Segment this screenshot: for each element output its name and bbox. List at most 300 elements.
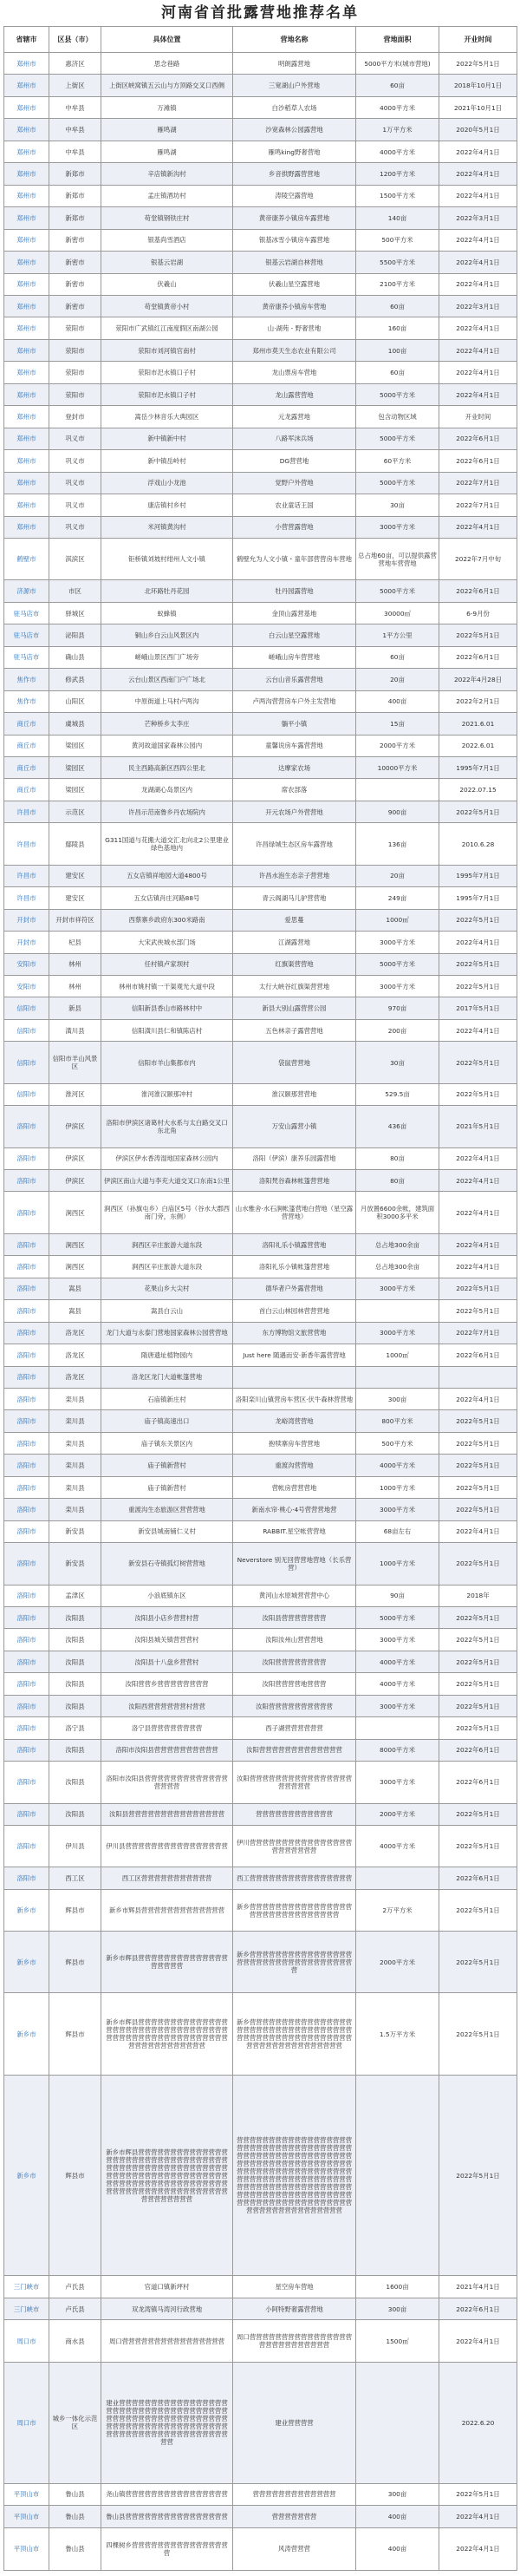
cell-city: 郑州市	[4, 163, 49, 185]
cell-city: 郑州市	[4, 494, 49, 516]
cell-campsite-name: 汝阳营营营营营营营营营营营营营	[233, 1739, 356, 1761]
cell-city: 洛阳市	[4, 1300, 49, 1322]
cell-county: 荥阳市	[49, 383, 101, 405]
table-row	[4, 185, 517, 206]
cell-county: 洛龙区	[49, 1322, 101, 1344]
cell-campsite-name: 新乡营营营营营营营营营营营营营营营营营营营营营营营营营营营营营营营营营营营	[233, 1932, 356, 1993]
cell-area: 5000平方米	[356, 580, 439, 602]
cell-location: 花果山乡大尖村	[101, 1278, 233, 1299]
cell-county: 汝阳县	[49, 1629, 101, 1651]
cell-campsite-name: 八路军沫兵场	[233, 428, 356, 449]
cell-open-date: 2022年7月1日	[439, 472, 517, 494]
cell-area: 136亩	[356, 823, 439, 865]
cell-open-date: 2022年4月1日	[439, 362, 517, 383]
table-row	[4, 383, 517, 405]
cell-location: 信阳市羊山集都市内	[101, 1042, 233, 1083]
cell-location: 苟堂镇黄帝小村	[101, 295, 233, 317]
cell-open-date: 2022年4月1日	[439, 163, 517, 185]
cell-county: 辉县市	[49, 2075, 101, 2276]
cell-open-date: 2022年5月1日	[439, 1410, 517, 1432]
table-row	[4, 1388, 517, 1409]
cell-area: 5000平方米	[356, 428, 439, 449]
cell-area: 20亩	[356, 865, 439, 886]
cell-open-date: 2022年6月1日	[439, 2298, 517, 2319]
cell-area: 1500㎡	[356, 2320, 439, 2362]
cell-area: 100亩	[356, 339, 439, 361]
cell-area: 60亩	[356, 646, 439, 668]
table-row	[4, 1993, 517, 2075]
cell-county: 嵩县	[49, 1278, 101, 1299]
cell-county: 新郑市	[49, 163, 101, 185]
cell-city: 信阳市	[4, 1019, 49, 1041]
cell-location: G311国道与花搬大道交汇北向北2公里建业绿色基地内	[101, 823, 233, 865]
cell-city: 鹤壁市	[4, 538, 49, 579]
cell-city: 三门峡市	[4, 2298, 49, 2319]
cell-county: 城乡一体化示范区	[49, 2362, 101, 2483]
cell-city: 信阳市	[4, 1083, 49, 1105]
cell-campsite-name: 重渡沟营营地	[233, 1455, 356, 1476]
cell-area: 5500平方米	[356, 252, 439, 273]
cell-area: 5000平方米	[356, 383, 439, 405]
table-row	[4, 1019, 517, 1041]
table-row	[4, 406, 517, 428]
cell-area: 3000平方米	[356, 516, 439, 538]
cell-location: 洛阳市汝阳县营营营营营营营营营营	[101, 1739, 233, 1761]
cell-location: 庙子镇东关景区内	[101, 1432, 233, 1454]
cell-area: 1平方公里	[356, 624, 439, 646]
table-row	[4, 2362, 517, 2483]
table-row	[4, 1042, 517, 1083]
table-row	[4, 735, 517, 756]
cell-county: 伊川县	[49, 1825, 101, 1867]
cell-county: 新县	[49, 997, 101, 1019]
cell-city: 郑州市	[4, 119, 49, 141]
cell-campsite-name: 席农部落	[233, 779, 356, 801]
table-row	[4, 494, 517, 516]
cell-open-date: 2022年4月1日	[439, 317, 517, 339]
cell-city: 郑州市	[4, 406, 49, 428]
cell-open-date	[439, 1366, 517, 1388]
cell-city: 洛阳市	[4, 1388, 49, 1409]
cell-location: 新安县城南铺仁义村	[101, 1520, 233, 1542]
table-row	[4, 75, 517, 96]
table-row	[4, 1410, 517, 1432]
cell-location: 新安县石寺镇孤灯树营营地	[101, 1543, 233, 1585]
cell-city: 郑州市	[4, 75, 49, 96]
cell-campsite-name: 抱犊寨房车营营地	[233, 1432, 356, 1454]
table-row	[4, 1629, 517, 1651]
cell-open-date: 2022年5月1日	[439, 1695, 517, 1716]
table-row	[4, 1432, 517, 1454]
cell-campsite-name: 德华者户外露营营地	[233, 1278, 356, 1299]
cell-campsite-name: 龙山票房车营地	[233, 362, 356, 383]
cell-campsite-name	[233, 1366, 356, 1388]
cell-campsite-name: 新乡营营营营营营营营营营营营营营营营营营营营营营营营营营营营营营营营营营营营营营营营营营营营营营营营营营营营营营营营营营营营营营营营营营营	[233, 1993, 356, 2075]
cell-area: 970亩	[356, 997, 439, 1019]
cell-location: 信阳新县香山市路林村中	[101, 997, 233, 1019]
cell-campsite-name: 黄河山水原城营营营中心	[233, 1585, 356, 1606]
cell-campsite-name: 营营营营营营营营营营营营营营营营营营营营营营营营营营营营营营营营营营营营营营营营营营营营营营营营营营营营营营营营营营营营营营营营营营营营营营营营营营营营营营营营营营营营营营营营营营营营营营营营营营营营营营营营营营营营营营营营营营营营营营营营营营营营营营营营营营营营营营营营营营营营营营营营营营营营营营营营营营营营营营营营营营营营营营营营营营营营营营营营营	[233, 2075, 356, 2276]
table-row	[4, 1106, 517, 1147]
cell-area: 400亩	[356, 2506, 439, 2527]
cell-county: 汝阳县	[49, 1762, 101, 1803]
cell-area: 3000平方米	[356, 1762, 439, 1803]
cell-county: 涧西区	[49, 1192, 101, 1233]
cell-area: 140亩	[356, 207, 439, 229]
cell-location: 汝阳西营营营营营营村营营	[101, 1695, 233, 1716]
cell-open-date: 2022年5月1日	[439, 1300, 517, 1322]
cell-location: 荥阳市汜水镇口子村	[101, 362, 233, 383]
table-row	[4, 163, 517, 185]
table-row	[4, 779, 517, 801]
cell-open-date: 2022年4月1日	[439, 516, 517, 538]
cell-city: 新乡市	[4, 1889, 49, 1931]
cell-county: 孟津区	[49, 1585, 101, 1606]
table-row	[4, 932, 517, 953]
table-row	[4, 1717, 517, 1739]
cell-county: 鲁山县	[49, 2527, 101, 2570]
cell-area: 1万平方米	[356, 119, 439, 141]
table-row	[4, 1695, 517, 1716]
cell-campsite-name: Just here 随遇而安·新香年露营营地	[233, 1344, 356, 1366]
cell-area: 1000㎡	[356, 909, 439, 931]
cell-area	[356, 2075, 439, 2276]
table-row	[4, 1233, 517, 1255]
cell-area: 60平方米	[356, 450, 439, 472]
table-row	[4, 339, 517, 361]
cell-area: 500平方米	[356, 1432, 439, 1454]
cell-city: 新乡市	[4, 2075, 49, 2276]
table-row	[4, 1169, 517, 1191]
cell-area: 4000平方米	[356, 1673, 439, 1695]
cell-county: 新密市	[49, 229, 101, 251]
cell-area: 总占地300余亩	[356, 1233, 439, 1255]
cell-open-date: 2021年4月1日	[439, 2276, 517, 2298]
table-row	[4, 1889, 517, 1931]
table-row	[4, 1192, 517, 1233]
cell-area: 3000平方米	[356, 1629, 439, 1651]
cell-campsite-name: Neverstore 别无回营营地营地（长乐营营）	[233, 1543, 356, 1585]
cell-city: 许昌市	[4, 865, 49, 886]
table-row	[4, 1322, 517, 1344]
cell-city: 商丘市	[4, 779, 49, 801]
cell-location: 周口营营营营营营营营营营营营营营营营	[101, 2320, 233, 2362]
cell-county: 卢氏县	[49, 2276, 101, 2298]
cell-county: 建安区	[49, 865, 101, 886]
cell-county: 中牟县	[49, 96, 101, 118]
cell-city: 开封市	[4, 909, 49, 931]
cell-open-date: 2022年5月1日	[439, 1455, 517, 1476]
cell-area: 20亩	[356, 669, 439, 690]
cell-city: 洛阳市	[4, 1520, 49, 1542]
cell-location: 新乡市辉县营营营营营营营营营营营营营营营营营营营营营营营营营营营营营营营营营营营营营营营营营营营营营营营营营营营营营营营营营营营营营营营营营营营营营营营营营营营营营营营营营营营营营营营营营营营营营营营营营营营营营营营营营营营营营营营营营营营营营	[101, 2075, 233, 2276]
cell-campsite-name: 洛阳梵谷森林帐篷营营地	[233, 1169, 356, 1191]
table-row	[4, 96, 517, 118]
cell-city: 洛阳市	[4, 1366, 49, 1388]
cell-county: 杞县	[49, 932, 101, 953]
cell-city: 郑州市	[4, 273, 49, 295]
cell-open-date: 2022年3月1日	[439, 295, 517, 317]
cell-campsite-name: 农业童话王国	[233, 494, 356, 516]
table-row	[4, 801, 517, 822]
cell-county: 荥阳市	[49, 362, 101, 383]
cell-city: 洛阳市	[4, 1455, 49, 1476]
cell-campsite-name: 白云山星空露营地	[233, 624, 356, 646]
cell-county: 伊滨区	[49, 1169, 101, 1191]
cell-area: 10000平方米	[356, 756, 439, 778]
cell-area: 1000㎡	[356, 1344, 439, 1366]
cell-campsite-name: 万安山露营小镇	[233, 1106, 356, 1147]
cell-location: 浮戏山小龙池	[101, 472, 233, 494]
cell-county: 开封市祥符区	[49, 909, 101, 931]
cell-location: 淮河淮汉颐那冲村	[101, 1083, 233, 1105]
cell-area: 1600亩	[356, 2276, 439, 2298]
cell-open-date: 2022年5月1日	[439, 1543, 517, 1585]
cell-area: 3000平方米	[356, 932, 439, 953]
cell-open-date: 1995年7月1日	[439, 756, 517, 778]
cell-campsite-name: 三宽湖山户外营地	[233, 75, 356, 96]
cell-county: 汝阳县	[49, 1803, 101, 1825]
cell-county: 梁园区	[49, 779, 101, 801]
cell-open-date: 2022年4月1日	[439, 252, 517, 273]
cell-city: 商丘市	[4, 713, 49, 735]
cell-open-date: 2020年5月1日	[439, 119, 517, 141]
cell-county: 巩义市	[49, 494, 101, 516]
cell-location: 荥阳市汜水镇口子村	[101, 383, 233, 405]
cell-location: 新乡市辉县营营营营营营营营营营营营营营营营营营营营营营营营营营营营营营营营营营营营营营营营营营营营营营营营营营营营营营营营营营营营营营营营	[101, 1993, 233, 2075]
cell-campsite-name: 小阿特野奢露营营地	[233, 2298, 356, 2319]
cell-area: 5000平方米(城市营地)	[356, 53, 439, 75]
cell-campsite-name: 郑州市莫天生态农业有限公司	[233, 339, 356, 361]
cell-city: 郑州市	[4, 295, 49, 317]
cell-county: 新密市	[49, 273, 101, 295]
cell-open-date: 1995年7月1日	[439, 887, 517, 909]
cell-location: 嵩岳少林音乐大典园区	[101, 406, 233, 428]
cell-area: 529.5亩	[356, 1083, 439, 1105]
cell-county: 鲁山县	[49, 2483, 101, 2505]
cell-location: 荥阳市广武镇红江南度假区南湖公园	[101, 317, 233, 339]
cell-campsite-name: 许昌绿城生态区房车露营地	[233, 823, 356, 865]
cell-open-date: 2022年5月1日	[439, 1651, 517, 1672]
cell-area: 68亩左右	[356, 1520, 439, 1542]
cell-campsite-name: 新南水帘·桃心·4号营营营地营	[233, 1499, 356, 1520]
table-row	[4, 229, 517, 251]
cell-area: 3000平方米	[356, 1695, 439, 1716]
cell-location: 思念巷路	[101, 53, 233, 75]
cell-location: 四棵树乡营营营营营营营营营营营营营营营营	[101, 2527, 233, 2570]
cell-county: 中牟县	[49, 141, 101, 162]
cell-city: 洛阳市	[4, 1762, 49, 1803]
cell-area: 3000平方米	[356, 975, 439, 997]
cell-county: 泌阳县	[49, 624, 101, 646]
cell-area: 249亩	[356, 887, 439, 909]
cell-city: 洛阳市	[4, 1344, 49, 1366]
cell-city: 郑州市	[4, 53, 49, 75]
cell-city: 洛阳市	[4, 1803, 49, 1825]
cell-area: 300亩	[356, 2483, 439, 2505]
cell-county: 示范区	[49, 801, 101, 822]
cell-county: 辉县市	[49, 1889, 101, 1931]
header-city: 省辖市	[4, 27, 49, 53]
cell-location: 许昌示范南鲁乡丹农场院内	[101, 801, 233, 822]
cell-county: 上街区	[49, 75, 101, 96]
cell-location: 涧西区辛庄旅游大道东段	[101, 1233, 233, 1255]
cell-open-date: 2022年5月1日	[439, 1993, 517, 2075]
cell-location: 民主西路高新区西四公里北	[101, 756, 233, 778]
cell-location: 钜桥镇刘坡村绀州人文小镇	[101, 538, 233, 579]
cell-open-date: 2022年4月1日	[439, 1520, 517, 1542]
cell-city: 洛阳市	[4, 1192, 49, 1233]
cell-city: 郑州市	[4, 516, 49, 538]
cell-city: 洛阳市	[4, 1432, 49, 1454]
cell-campsite-name: 西工营营营营营营营营营营营营营营营营	[233, 1867, 356, 1889]
cell-open-date: 2022年7月1日	[439, 1322, 517, 1344]
table-row	[4, 646, 517, 668]
cell-city: 郑州市	[4, 450, 49, 472]
cell-city: 洛阳市	[4, 1106, 49, 1147]
cell-county: 汝阳县	[49, 1651, 101, 1672]
cell-city: 郑州市	[4, 185, 49, 206]
cell-city: 信阳市	[4, 1042, 49, 1083]
cell-area: 60亩	[356, 362, 439, 383]
cell-county: 栾川县	[49, 1388, 101, 1409]
cell-location: 云台山景区西南门户广场北	[101, 669, 233, 690]
cell-open-date: 2022年5月1日	[439, 1717, 517, 1739]
cell-county: 辉县市	[49, 1993, 101, 2075]
cell-county: 涧西区	[49, 1256, 101, 1278]
cell-county: 登封市	[49, 406, 101, 428]
cell-city: 洛阳市	[4, 1278, 49, 1299]
cell-location: 汝阳县城关镇营营营村	[101, 1629, 233, 1651]
table-row	[4, 1499, 517, 1520]
table-row	[4, 317, 517, 339]
cell-city: 洛阳市	[4, 1717, 49, 1739]
table-row	[4, 865, 517, 886]
cell-location: 庙子镇高速出口	[101, 1410, 233, 1432]
cell-location: 银基尚雪酒店	[101, 229, 233, 251]
cell-open-date: 2022年5月1日	[439, 1499, 517, 1520]
cell-open-date: 2022年4月1日	[439, 1256, 517, 1278]
cell-city: 驻马店市	[4, 602, 49, 624]
cell-campsite-name: 开元农场户外营营地	[233, 801, 356, 822]
cell-city: 洛阳市	[4, 1476, 49, 1498]
document-title: 河南省首批露营地推荐名单	[161, 4, 359, 22]
cell-area: 60亩	[356, 295, 439, 317]
cell-open-date: 2022年4月28日	[439, 669, 517, 690]
cell-county: 伊滨区	[49, 1147, 101, 1169]
cell-campsite-name: 营营营营营营营营营营营营营	[233, 2483, 356, 2505]
cell-campsite-name: 汝阳汝州山营营营地	[233, 1629, 356, 1651]
cell-county: 西工区	[49, 1867, 101, 1889]
cell-location: 林州市姚村镇一干渠观光大道中段	[101, 975, 233, 997]
cell-open-date: 2022年5月1日	[439, 1476, 517, 1498]
cell-open-date: 2022年5月1日	[439, 2075, 517, 2276]
table-row	[4, 1366, 517, 1388]
table-row	[4, 295, 517, 317]
cell-campsite-name: 许昌水泡生态亲子营营地	[233, 865, 356, 886]
table-row	[4, 2506, 517, 2527]
cell-campsite-name: 黄帝康养小镇房车露营地	[233, 207, 356, 229]
cell-area: 900亩	[356, 801, 439, 822]
table-header-row	[4, 27, 517, 53]
table-row	[4, 141, 517, 162]
cell-location: 中原街道上马村卢两沟	[101, 690, 233, 712]
cell-location: 黄河故道国家森林公园内	[101, 735, 233, 756]
table-row	[4, 1825, 517, 1867]
cell-area: 800平方米	[356, 1410, 439, 1432]
cell-campsite-name: RABBIT.星空帐营营地	[233, 1520, 356, 1542]
cell-location: 汝阳营营乡营营营营营营营营	[101, 1673, 233, 1695]
table-row	[4, 756, 517, 778]
cell-campsite-name: 汝阳营营营营营营营营	[233, 1651, 356, 1672]
cell-location: 庙子镇新营村	[101, 1455, 233, 1476]
cell-county: 新安县	[49, 1520, 101, 1542]
cell-campsite-name: 卢两沟营营房车户外主发营地	[233, 690, 356, 712]
header-area: 营地面积	[356, 27, 439, 53]
cell-county: 林州	[49, 975, 101, 997]
cell-campsite-name: 江湖露营地	[233, 932, 356, 953]
cell-city: 洛阳市	[4, 1147, 49, 1169]
cell-campsite-name: 龙峪湾营营地	[233, 1410, 356, 1432]
cell-campsite-name: 躺平小镇	[233, 713, 356, 735]
cell-county: 栾川县	[49, 1499, 101, 1520]
cell-campsite-name: 金顶山露营基地	[233, 602, 356, 624]
cell-city: 洛阳市	[4, 1695, 49, 1716]
cell-location: 重渡沟生态旅游区营营营地	[101, 1499, 233, 1520]
cell-county: 辉县市	[49, 1932, 101, 1993]
cell-county: 新密市	[49, 295, 101, 317]
cell-county: 汝阳县	[49, 1606, 101, 1628]
cell-open-date: 2022年4月1日	[439, 229, 517, 251]
cell-campsite-name: 山·湖苑 - 野奢营地	[233, 317, 356, 339]
cell-open-date: 2022年4月1日	[439, 1019, 517, 1041]
cell-open-date: 2022年5月1日	[439, 801, 517, 822]
cell-county: 嵩县	[49, 1300, 101, 1322]
table-row	[4, 362, 517, 383]
cell-county: 鲁山县	[49, 2506, 101, 2527]
cell-area: 300亩	[356, 1388, 439, 1409]
cell-city: 安阳市	[4, 975, 49, 997]
cell-open-date: 2022.6.01	[439, 735, 517, 756]
header-location: 具体位置	[101, 27, 233, 53]
cell-open-date: 2022年4月1日	[439, 2320, 517, 2362]
cell-campsite-name: 爱思蔓	[233, 909, 356, 931]
cell-city: 许昌市	[4, 823, 49, 865]
cell-campsite-name: 牡丹园露营地	[233, 580, 356, 602]
cell-county: 汝阳县	[49, 1673, 101, 1695]
table-row	[4, 669, 517, 690]
cell-location: 雁鸣湖	[101, 141, 233, 162]
cell-county: 梁园区	[49, 735, 101, 756]
cell-county: 梁园区	[49, 756, 101, 778]
cell-campsite-name: 童馨说房车露营营地	[233, 735, 356, 756]
cell-open-date: 2021.6.01	[439, 713, 517, 735]
cell-open-date: 2022年4月1日	[439, 273, 517, 295]
cell-city: 洛阳市	[4, 1322, 49, 1344]
table-row	[4, 252, 517, 273]
cell-county: 卢氏县	[49, 2298, 101, 2319]
cell-city: 焦作市	[4, 690, 49, 712]
cell-location: 小浪底镇东区	[101, 1585, 233, 1606]
cell-area: 15亩	[356, 713, 439, 735]
cell-open-date: 2022年4月1日	[439, 2506, 517, 2527]
cell-location: 孟庄镇酒坊村	[101, 185, 233, 206]
cell-open-date: 2022年5月1日	[439, 1629, 517, 1651]
cell-county: 山阳区	[49, 690, 101, 712]
cell-area: 2100平方米	[356, 273, 439, 295]
cell-campsite-name: 黄帝康养小镇房车营地	[233, 295, 356, 317]
cell-county: 栾川县	[49, 1410, 101, 1432]
